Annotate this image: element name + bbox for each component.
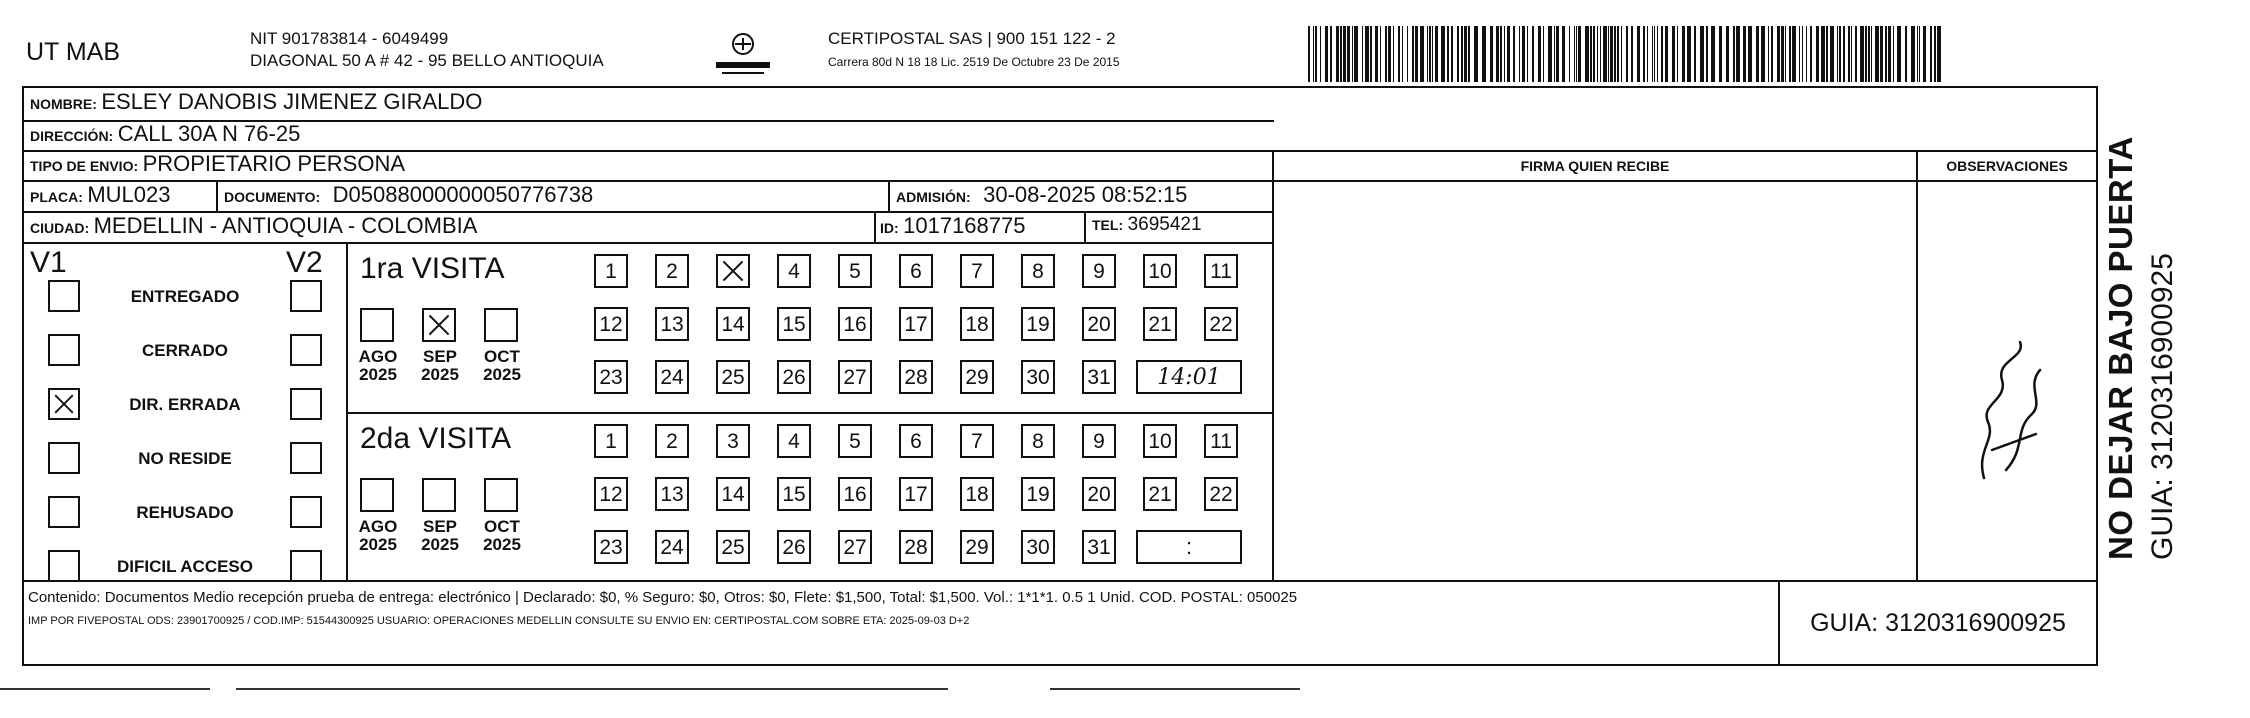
day-number: 31 (1087, 535, 1111, 559)
plate-value: MUL023 (87, 182, 171, 207)
day-box[interactable] (838, 307, 872, 341)
day-number: 17 (904, 312, 928, 336)
day-box[interactable] (655, 530, 689, 564)
recipient-address: CALL 30A N 76-25 (117, 121, 301, 146)
day-box[interactable] (838, 360, 872, 394)
guia-number: GUIA: 3120316900925 (1810, 608, 2066, 637)
day-box[interactable] (594, 477, 628, 511)
day-box[interactable] (655, 307, 689, 341)
id-field (880, 215, 1025, 237)
visit2-title: 2da VISITA (360, 422, 512, 455)
day-box[interactable] (899, 424, 933, 458)
day-number: 19 (1026, 482, 1050, 506)
day-number: 26 (782, 365, 806, 389)
month-label (348, 348, 408, 384)
day-number: 9 (1093, 259, 1105, 283)
v2-checkbox[interactable] (290, 442, 322, 474)
day-box[interactable] (716, 424, 750, 458)
shipment-type-label: TIPO DE ENVIO: (30, 158, 139, 174)
day-number: 4 (788, 429, 800, 453)
day-box[interactable] (1021, 530, 1055, 564)
day-number: 6 (910, 259, 922, 283)
status-label: DIR. ERRADA (129, 395, 241, 414)
tel-field (1092, 215, 1202, 234)
day-number: 22 (1209, 482, 1233, 506)
day-number: 16 (843, 482, 867, 506)
day-box[interactable] (1143, 424, 1177, 458)
company-name: UT MAB (26, 38, 120, 66)
day-box[interactable] (899, 477, 933, 511)
day-number: 13 (660, 482, 684, 506)
day-box[interactable] (655, 424, 689, 458)
day-box[interactable] (1021, 424, 1055, 458)
day-box[interactable] (716, 360, 750, 394)
day-box[interactable] (716, 307, 750, 341)
month-year: 2025 (483, 534, 521, 554)
shipment-type: PROPIETARIO PERSONA (142, 151, 405, 176)
day-number: 3 (727, 429, 739, 453)
day-box[interactable] (838, 424, 872, 458)
month-label (348, 518, 408, 554)
visit-time: : (1185, 534, 1193, 559)
month-name: AGO (358, 347, 398, 366)
day-number: 8 (1032, 429, 1044, 453)
day-number: 18 (965, 312, 989, 336)
month-year: 2025 (421, 364, 459, 384)
day-number: 20 (1087, 482, 1111, 506)
tel-value: 3695421 (1127, 214, 1202, 235)
barcode-icon (1308, 26, 1944, 82)
day-number: 20 (1087, 312, 1111, 336)
month-label (410, 518, 470, 554)
day-number: 12 (599, 312, 623, 336)
guia-box (1780, 580, 2096, 666)
day-number: 15 (782, 482, 806, 506)
company-address: DIAGONAL 50 A # 42 - 95 BELLO ANTIOQUIA (250, 51, 604, 70)
day-number: 18 (965, 482, 989, 506)
visit-time: 14:01 (1157, 364, 1221, 390)
day-number: 10 (1148, 429, 1172, 453)
day-number: 10 (1148, 259, 1172, 283)
day-number: 5 (849, 429, 861, 453)
day-box[interactable] (1143, 254, 1177, 288)
day-box[interactable] (594, 360, 628, 394)
status-label: ENTREGADO (130, 287, 240, 306)
side-guia-number: GUIA: 3120316900925 (2146, 253, 2179, 560)
day-number: 29 (965, 535, 989, 559)
day-box[interactable] (838, 530, 872, 564)
shipment-type-field (30, 153, 405, 175)
month-name: SEP (422, 347, 458, 366)
day-box[interactable] (1204, 424, 1238, 458)
day-box[interactable] (1143, 307, 1177, 341)
month-label (472, 518, 532, 554)
day-number: 24 (660, 365, 684, 389)
day-number: 2 (666, 259, 678, 283)
visit-time-box[interactable] (1136, 360, 1242, 394)
day-box[interactable] (777, 424, 811, 458)
day-box[interactable] (594, 530, 628, 564)
v2-checkbox[interactable] (290, 388, 322, 420)
month-label (410, 348, 470, 384)
day-number: 23 (599, 535, 623, 559)
day-box[interactable] (1204, 307, 1238, 341)
month-year: 2025 (483, 364, 521, 384)
v1-label: V1 (30, 246, 67, 279)
day-number: 17 (904, 482, 928, 506)
day-number: 19 (1026, 312, 1050, 336)
v1-checkbox[interactable] (48, 496, 80, 528)
print-details: IMP POR FIVEPOSTAL ODS: 23901700925 / COD.IMP: 51544300925 USUARIO: OPERACIONES MEDELLIN CONSULTE SU ENVIO EN: CERTIPOSTAL.COM SOBRE ETA: 2025-09-03 D+2 (28, 615, 970, 627)
side-notice (2096, 100, 2206, 560)
v2-checkbox[interactable] (290, 334, 322, 366)
visit1-title: 1ra VISITA (360, 252, 505, 285)
day-number: 12 (599, 482, 623, 506)
day-box[interactable] (960, 477, 994, 511)
month-year: 2025 (359, 534, 397, 554)
day-box[interactable] (777, 307, 811, 341)
recipient-address-field (30, 123, 300, 145)
day-number: 28 (904, 535, 928, 559)
day-number: 7 (971, 259, 983, 283)
v1-checkbox[interactable] (48, 442, 80, 474)
v2-checkbox[interactable] (290, 550, 322, 582)
day-number: 7 (971, 429, 983, 453)
visit-time-box[interactable] (1136, 530, 1242, 564)
v2-checkbox[interactable] (290, 496, 322, 528)
day-number: 25 (721, 365, 745, 389)
recipient-name-field (30, 91, 482, 113)
id-label: ID: (880, 220, 899, 236)
city-label: CIUDAD: (30, 220, 90, 236)
side-notice-title: NO DEJAR BAJO PUERTA (2102, 136, 2139, 560)
day-number: 23 (599, 365, 623, 389)
month-checkbox[interactable] (484, 308, 518, 342)
document-value: D05088000000050776738 (332, 182, 594, 207)
month-year: 2025 (421, 534, 459, 554)
month-name: AGO (358, 517, 398, 536)
plate-label: PLACA: (30, 189, 83, 205)
day-box[interactable] (655, 360, 689, 394)
document-label: DOCUMENTO: (224, 189, 321, 205)
day-box[interactable] (1082, 254, 1116, 288)
observation-scribble-icon (1966, 330, 2056, 490)
day-box[interactable] (838, 477, 872, 511)
day-number: 1 (605, 259, 617, 283)
day-box[interactable] (960, 424, 994, 458)
tel-label: TEL: (1092, 217, 1124, 233)
month-name: OCT (484, 517, 520, 536)
day-box[interactable] (1082, 477, 1116, 511)
v1-checkbox[interactable] (48, 550, 80, 582)
observations-title: OBSERVACIONES (1946, 158, 2068, 174)
city-field (30, 215, 477, 237)
day-box[interactable] (1204, 254, 1238, 288)
day-box[interactable] (960, 254, 994, 288)
month-checkbox[interactable] (422, 308, 456, 342)
recipient-name-label: NOMBRE: (30, 96, 97, 112)
recipient-address-label: DIRECCIÓN: (30, 128, 114, 144)
v1-checkbox[interactable] (48, 280, 80, 312)
month-name: OCT (484, 347, 520, 366)
day-number: 8 (1032, 259, 1044, 283)
day-box[interactable] (777, 530, 811, 564)
day-box[interactable] (594, 424, 628, 458)
content-details: Contenido: Documentos Medio recepción prueba de entrega: electrónico | Declarado: $0, % Seguro: $0, Otros: $0, Flete: $1,500, Total: $1,500. Vol.: 1*1*1. 0.5 1 Unid. COD. POSTAL: 050025 (28, 589, 1298, 606)
day-number: 9 (1093, 429, 1105, 453)
month-checkbox[interactable] (360, 308, 394, 342)
v2-label: V2 (286, 246, 323, 279)
check-x-icon (721, 259, 745, 283)
day-number: 13 (660, 312, 684, 336)
month-label (472, 348, 532, 384)
status-label: DIFICIL ACCESO (116, 557, 253, 576)
day-number: 22 (1209, 312, 1233, 336)
day-number: 31 (1087, 365, 1111, 389)
day-box[interactable] (1021, 307, 1055, 341)
day-box[interactable] (1021, 477, 1055, 511)
signature-title: FIRMA QUIEN RECIBE (1520, 158, 1670, 174)
carrier-name: CERTIPOSTAL SAS | 900 151 122 - 2 (828, 29, 1116, 48)
status-label: NO RESIDE (138, 449, 232, 468)
admission-value: 30-08-2025 08:52:15 (983, 182, 1188, 207)
admission-label: ADMISIÓN: (896, 189, 971, 205)
status-label: CERRADO (142, 341, 228, 360)
day-box[interactable] (1082, 360, 1116, 394)
check-x-icon (427, 313, 451, 337)
day-box[interactable] (777, 360, 811, 394)
certipostal-logo-icon (712, 30, 774, 78)
day-number: 30 (1026, 365, 1050, 389)
day-number: 2 (666, 429, 678, 453)
day-box[interactable] (838, 254, 872, 288)
day-box[interactable] (716, 530, 750, 564)
day-box[interactable] (777, 254, 811, 288)
company-nit: NIT 901783814 - 6049499 (250, 29, 449, 48)
day-number: 25 (721, 535, 745, 559)
day-box[interactable] (1021, 360, 1055, 394)
day-number: 27 (843, 365, 867, 389)
day-box[interactable] (594, 254, 628, 288)
day-box[interactable] (1143, 477, 1177, 511)
day-number: 4 (788, 259, 800, 283)
day-number: 11 (1210, 259, 1232, 283)
month-year: 2025 (359, 364, 397, 384)
check-x-icon (53, 393, 75, 415)
v2-checkbox[interactable] (290, 280, 322, 312)
day-number: 24 (660, 535, 684, 559)
day-box[interactable] (777, 477, 811, 511)
day-number: 14 (721, 312, 745, 336)
day-number: 21 (1148, 312, 1172, 336)
day-box[interactable] (1204, 477, 1238, 511)
month-checkbox[interactable] (422, 478, 456, 512)
day-box[interactable] (594, 307, 628, 341)
day-number: 14 (721, 482, 745, 506)
day-number: 29 (965, 365, 989, 389)
day-box[interactable] (960, 530, 994, 564)
day-box[interactable] (899, 254, 933, 288)
day-box[interactable] (655, 477, 689, 511)
day-box[interactable] (1082, 424, 1116, 458)
day-box[interactable] (655, 254, 689, 288)
id-value: 1017168775 (903, 213, 1026, 238)
day-number: 27 (843, 535, 867, 559)
day-box[interactable] (716, 477, 750, 511)
document-field (224, 184, 593, 206)
month-checkbox[interactable] (484, 478, 518, 512)
day-number: 15 (782, 312, 806, 336)
admission-field (896, 184, 1187, 206)
v1-checkbox[interactable] (48, 334, 80, 366)
day-number: 21 (1148, 482, 1172, 506)
day-number: 11 (1210, 429, 1232, 453)
v1-checkbox[interactable] (48, 388, 80, 420)
day-box[interactable] (1021, 254, 1055, 288)
day-box[interactable] (960, 307, 994, 341)
day-number: 30 (1026, 535, 1050, 559)
day-number: 6 (910, 429, 922, 453)
day-box[interactable] (899, 530, 933, 564)
plate-field (30, 184, 171, 206)
day-number: 28 (904, 365, 928, 389)
status-label: REHUSADO (136, 503, 234, 522)
day-box[interactable] (899, 360, 933, 394)
day-number: 5 (849, 259, 861, 283)
day-box[interactable] (960, 360, 994, 394)
city-value: MEDELLIN - ANTIOQUIA - COLOMBIA (93, 213, 478, 238)
day-box[interactable] (899, 307, 933, 341)
day-box[interactable] (1082, 530, 1116, 564)
month-name: SEP (422, 517, 458, 536)
carrier-license: Carrera 80d N 18 18 Lic. 2519 De Octubre 23 De 2015 (828, 55, 1120, 69)
day-number: 26 (782, 535, 806, 559)
day-box[interactable] (716, 254, 750, 288)
recipient-name: ESLEY DANOBIS JIMENEZ GIRALDO (101, 89, 483, 114)
day-number: 1 (605, 429, 617, 453)
day-number: 16 (843, 312, 867, 336)
month-checkbox[interactable] (360, 478, 394, 512)
day-box[interactable] (1082, 307, 1116, 341)
